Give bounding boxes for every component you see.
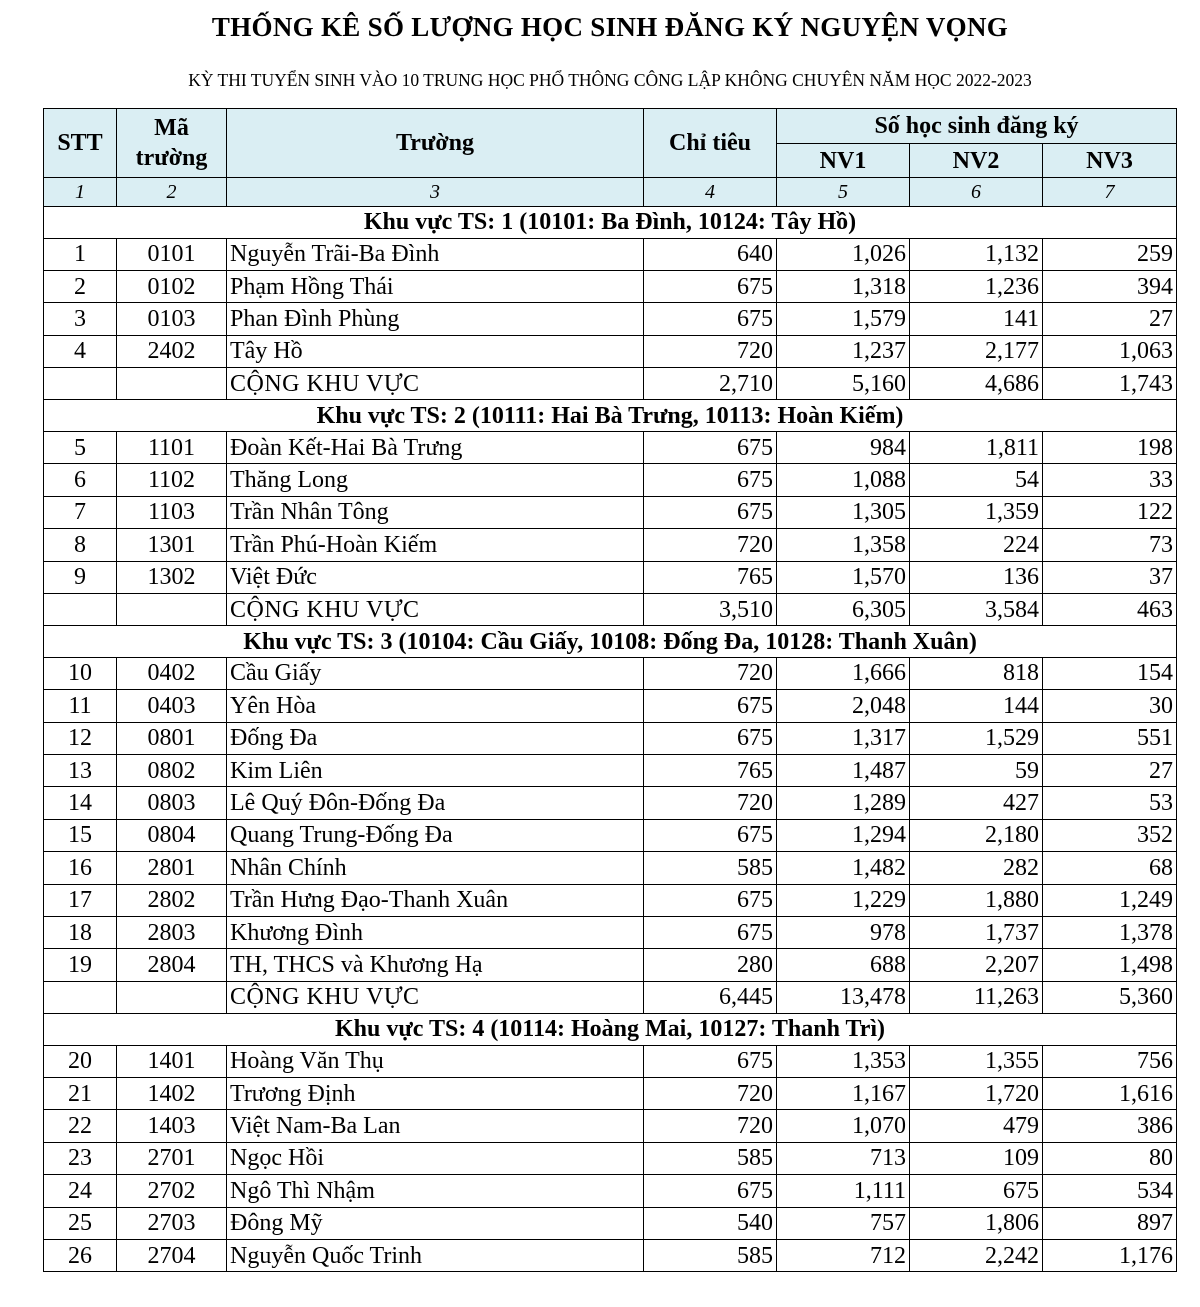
cell-truong: Ngọc Hồi	[227, 1142, 644, 1174]
cell-nv1: 688	[777, 949, 910, 981]
cell-nv2: 818	[910, 657, 1043, 689]
table-row	[44, 852, 1177, 884]
cell-chi-tieu: 720	[644, 1077, 777, 1109]
cell-nv3: 154	[1043, 657, 1177, 689]
cell-nv3: 30	[1043, 690, 1177, 722]
cell-chi-tieu: 675	[644, 916, 777, 948]
cell-ma-truong: 2703	[117, 1207, 227, 1239]
cell-ma-truong: 0101	[117, 238, 227, 270]
cell-nv3: 122	[1043, 496, 1177, 528]
cell-chi-tieu: 585	[644, 1239, 777, 1271]
cell-chi-tieu: 765	[644, 754, 777, 786]
document-subtitle: KỲ THI TUYỂN SINH VÀO 10 TRUNG HỌC PHỔ THÔNG CÔNG LẬP KHÔNG CHUYÊN NĂM HỌC 2022-2023	[188, 70, 1032, 90]
table-row	[44, 819, 1177, 851]
cell-truong: Phạm Hồng Thái	[227, 270, 644, 302]
cell-stt: 1	[44, 238, 117, 270]
cell-stt: 3	[44, 303, 117, 335]
table-row	[44, 690, 1177, 722]
cell-ma-truong: 2802	[117, 884, 227, 916]
cell-stt: 22	[44, 1110, 117, 1142]
cell-nv1: 1,026	[777, 238, 910, 270]
cell-nv2: 109	[910, 1142, 1043, 1174]
cell-truong: Thăng Long	[227, 464, 644, 496]
table-row	[44, 561, 1177, 593]
cell-chi-tieu: 585	[644, 852, 777, 884]
cell-stt: 25	[44, 1207, 117, 1239]
cell-nv1: 1,318	[777, 270, 910, 302]
cell-nv2: 2,180	[910, 819, 1043, 851]
cell-nv1: 6,305	[777, 593, 910, 625]
cell-ma-truong	[117, 368, 227, 400]
cell-truong: Tây Hồ	[227, 335, 644, 367]
cell-stt: 15	[44, 819, 117, 851]
cell-truong: Việt Đức	[227, 561, 644, 593]
table-row	[44, 1110, 1177, 1142]
cell-nv2: 141	[910, 303, 1043, 335]
cell-nv1: 1,289	[777, 787, 910, 819]
cell-nv1: 1,570	[777, 561, 910, 593]
total-row	[44, 593, 1177, 625]
cell-chi-tieu: 675	[644, 496, 777, 528]
cell-truong: Nguyễn Quốc Trinh	[227, 1239, 644, 1271]
col-index: 7	[1043, 178, 1177, 207]
cell-ma-truong: 1402	[117, 1077, 227, 1109]
col-index: 5	[777, 178, 910, 207]
cell-nv2: 2,207	[910, 949, 1043, 981]
cell-truong: Nhân Chính	[227, 852, 644, 884]
cell-ma-truong: 0804	[117, 819, 227, 851]
cell-nv3: 394	[1043, 270, 1177, 302]
cell-stt: 24	[44, 1175, 117, 1207]
cell-chi-tieu: 540	[644, 1207, 777, 1239]
cell-nv3: 352	[1043, 819, 1177, 851]
cell-truong: Phan Đình Phùng	[227, 303, 644, 335]
cell-stt: 13	[44, 754, 117, 786]
cell-truong: Trương Định	[227, 1077, 644, 1109]
region-label: Khu vực TS: 4 (10114: Hoàng Mai, 10127: Thanh Trì)	[44, 1014, 1177, 1046]
cell-nv3: 5,360	[1043, 981, 1177, 1013]
cell-truong: Ngô Thì Nhậm	[227, 1175, 644, 1207]
cell-chi-tieu: 675	[644, 270, 777, 302]
cell-nv1: 1,167	[777, 1077, 910, 1109]
cell-nv2: 59	[910, 754, 1043, 786]
cell-ma-truong: 1102	[117, 464, 227, 496]
cell-nv1: 713	[777, 1142, 910, 1174]
table-row	[44, 1142, 1177, 1174]
cell-chi-tieu: 675	[644, 1045, 777, 1077]
cell-nv3: 1,378	[1043, 916, 1177, 948]
cell-nv1: 757	[777, 1207, 910, 1239]
cell-chi-tieu: 675	[644, 690, 777, 722]
cell-truong: TH, THCS và Khương Hạ	[227, 949, 644, 981]
cell-stt: 11	[44, 690, 117, 722]
header-chi-tieu: Chỉ tiêu	[644, 109, 777, 178]
col-index: 3	[227, 178, 644, 207]
region-row	[44, 400, 1177, 432]
cell-truong: Kim Liên	[227, 754, 644, 786]
cell-ma-truong: 1401	[117, 1045, 227, 1077]
cell-nv1: 1,579	[777, 303, 910, 335]
cell-nv2: 144	[910, 690, 1043, 722]
cell-stt: 4	[44, 335, 117, 367]
cell-stt: 17	[44, 884, 117, 916]
col-index: 1	[44, 178, 117, 207]
cell-ma-truong: 0102	[117, 270, 227, 302]
header-truong: Trường	[227, 109, 644, 178]
total-row	[44, 368, 1177, 400]
cell-nv2: 11,263	[910, 981, 1043, 1013]
cell-nv1: 1,482	[777, 852, 910, 884]
cell-nv3: 756	[1043, 1045, 1177, 1077]
cell-nv3: 27	[1043, 303, 1177, 335]
region-row	[44, 207, 1177, 239]
cell-nv3: 534	[1043, 1175, 1177, 1207]
cell-nv2: 282	[910, 852, 1043, 884]
cell-ma-truong	[117, 981, 227, 1013]
cell-chi-tieu: 640	[644, 238, 777, 270]
cell-stt: 23	[44, 1142, 117, 1174]
cell-nv2: 479	[910, 1110, 1043, 1142]
cell-chi-tieu: 720	[644, 657, 777, 689]
cell-chi-tieu: 720	[644, 529, 777, 561]
cell-nv2: 1,720	[910, 1077, 1043, 1109]
cell-nv1: 712	[777, 1239, 910, 1271]
cell-truong: Việt Nam-Ba Lan	[227, 1110, 644, 1142]
table-header	[44, 109, 1177, 207]
cell-truong: Hoàng Văn Thụ	[227, 1045, 644, 1077]
cell-stt: 6	[44, 464, 117, 496]
cell-nv1: 1,237	[777, 335, 910, 367]
document-title: THỐNG KÊ SỐ LƯỢNG HỌC SINH ĐĂNG KÝ NGUYỆN VỌNG	[211, 12, 1009, 42]
cell-stt: 7	[44, 496, 117, 528]
cell-nv3: 1,743	[1043, 368, 1177, 400]
cell-nv2: 675	[910, 1175, 1043, 1207]
cell-nv3: 259	[1043, 238, 1177, 270]
cell-stt: 8	[44, 529, 117, 561]
cell-nv1: 978	[777, 916, 910, 948]
cell-chi-tieu: 3,510	[644, 593, 777, 625]
cell-ma-truong: 1302	[117, 561, 227, 593]
cell-nv2: 1,806	[910, 1207, 1043, 1239]
cell-ma-truong: 0403	[117, 690, 227, 722]
cell-truong: Trần Nhân Tông	[227, 496, 644, 528]
cell-nv3: 198	[1043, 431, 1177, 463]
table-body	[44, 207, 1177, 1272]
cell-chi-tieu: 6,445	[644, 981, 777, 1013]
region-row	[44, 626, 1177, 658]
cell-nv3: 73	[1043, 529, 1177, 561]
cell-ma-truong: 1101	[117, 431, 227, 463]
cell-nv3: 53	[1043, 787, 1177, 819]
table-row	[44, 1207, 1177, 1239]
header-stt: STT	[44, 109, 117, 178]
cell-chi-tieu: 675	[644, 303, 777, 335]
cell-nv2: 136	[910, 561, 1043, 593]
table-row	[44, 949, 1177, 981]
cell-nv1: 1,088	[777, 464, 910, 496]
cell-stt: 14	[44, 787, 117, 819]
cell-chi-tieu: 675	[644, 431, 777, 463]
table-row	[44, 464, 1177, 496]
cell-nv3: 1,063	[1043, 335, 1177, 367]
cell-ma-truong: 2801	[117, 852, 227, 884]
cell-nv2: 224	[910, 529, 1043, 561]
col-index: 2	[117, 178, 227, 207]
cell-ma-truong: 0402	[117, 657, 227, 689]
cell-stt: 2	[44, 270, 117, 302]
cell-nv3: 897	[1043, 1207, 1177, 1239]
cell-stt: 18	[44, 916, 117, 948]
cell-nv3: 1,176	[1043, 1239, 1177, 1271]
header-nv3: NV3	[1043, 144, 1177, 178]
cell-chi-tieu: 720	[644, 787, 777, 819]
cell-stt: 19	[44, 949, 117, 981]
cell-nv1: 5,160	[777, 368, 910, 400]
cell-ma-truong: 2702	[117, 1175, 227, 1207]
cell-truong: Yên Hòa	[227, 690, 644, 722]
cell-truong: Cầu Giấy	[227, 657, 644, 689]
table-row	[44, 335, 1177, 367]
cell-chi-tieu: 675	[644, 722, 777, 754]
cell-nv3: 551	[1043, 722, 1177, 754]
cell-nv2: 1,529	[910, 722, 1043, 754]
cell-truong: Trần Phú-Hoàn Kiếm	[227, 529, 644, 561]
col-index: 6	[910, 178, 1043, 207]
cell-truong: CỘNG KHU VỰC	[227, 368, 644, 400]
cell-truong: Lê Quý Đôn-Đống Đa	[227, 787, 644, 819]
table-row	[44, 1239, 1177, 1271]
cell-nv3: 1,616	[1043, 1077, 1177, 1109]
cell-nv1: 1,358	[777, 529, 910, 561]
header-so-hoc-sinh: Số học sinh đăng ký	[777, 109, 1177, 144]
cell-chi-tieu: 280	[644, 949, 777, 981]
table-row	[44, 1175, 1177, 1207]
cell-nv3: 80	[1043, 1142, 1177, 1174]
cell-stt: 26	[44, 1239, 117, 1271]
table-row	[44, 431, 1177, 463]
cell-nv1: 1,353	[777, 1045, 910, 1077]
table-row	[44, 1045, 1177, 1077]
table-row	[44, 722, 1177, 754]
cell-nv1: 1,487	[777, 754, 910, 786]
cell-truong: Trần Hưng Đạo-Thanh Xuân	[227, 884, 644, 916]
cell-chi-tieu: 720	[644, 1110, 777, 1142]
cell-nv2: 1,359	[910, 496, 1043, 528]
cell-stt: 20	[44, 1045, 117, 1077]
cell-truong: Đông Mỹ	[227, 1207, 644, 1239]
cell-nv1: 13,478	[777, 981, 910, 1013]
cell-truong: Đoàn Kết-Hai Bà Trưng	[227, 431, 644, 463]
cell-nv3: 68	[1043, 852, 1177, 884]
header-nv1: NV1	[777, 144, 910, 178]
cell-chi-tieu: 675	[644, 464, 777, 496]
cell-ma-truong: 0801	[117, 722, 227, 754]
cell-nv3: 33	[1043, 464, 1177, 496]
cell-nv2: 3,584	[910, 593, 1043, 625]
cell-chi-tieu: 585	[644, 1142, 777, 1174]
table-row	[44, 529, 1177, 561]
cell-stt: 21	[44, 1077, 117, 1109]
cell-nv2: 1,737	[910, 916, 1043, 948]
cell-nv1: 1,666	[777, 657, 910, 689]
cell-nv2: 1,811	[910, 431, 1043, 463]
region-label: Khu vực TS: 1 (10101: Ba Đình, 10124: Tây Hồ)	[44, 207, 1177, 239]
cell-nv2: 4,686	[910, 368, 1043, 400]
cell-ma-truong: 0803	[117, 787, 227, 819]
cell-nv2: 1,236	[910, 270, 1043, 302]
cell-stt: 10	[44, 657, 117, 689]
table-row	[44, 238, 1177, 270]
cell-stt	[44, 981, 117, 1013]
cell-nv1: 1,070	[777, 1110, 910, 1142]
cell-nv2: 2,242	[910, 1239, 1043, 1271]
cell-chi-tieu: 675	[644, 819, 777, 851]
cell-nv3: 37	[1043, 561, 1177, 593]
cell-ma-truong: 0802	[117, 754, 227, 786]
table-row	[44, 1077, 1177, 1109]
cell-nv2: 1,880	[910, 884, 1043, 916]
table-row	[44, 916, 1177, 948]
cell-nv3: 27	[1043, 754, 1177, 786]
cell-chi-tieu: 675	[644, 884, 777, 916]
cell-nv2: 54	[910, 464, 1043, 496]
cell-nv1: 984	[777, 431, 910, 463]
cell-stt: 9	[44, 561, 117, 593]
cell-stt	[44, 368, 117, 400]
cell-truong: Nguyễn Trãi-Ba Đình	[227, 238, 644, 270]
cell-ma-truong	[117, 593, 227, 625]
cell-chi-tieu: 2,710	[644, 368, 777, 400]
cell-truong: CỘNG KHU VỰC	[227, 593, 644, 625]
cell-nv1: 1,317	[777, 722, 910, 754]
total-row	[44, 981, 1177, 1013]
cell-ma-truong: 2804	[117, 949, 227, 981]
cell-ma-truong: 1103	[117, 496, 227, 528]
table-row	[44, 657, 1177, 689]
cell-nv1: 1,294	[777, 819, 910, 851]
cell-nv1: 2,048	[777, 690, 910, 722]
cell-nv3: 1,498	[1043, 949, 1177, 981]
table-row	[44, 303, 1177, 335]
cell-nv2: 427	[910, 787, 1043, 819]
cell-ma-truong: 1301	[117, 529, 227, 561]
header-nv2: NV2	[910, 144, 1043, 178]
cell-nv1: 1,229	[777, 884, 910, 916]
region-label: Khu vực TS: 2 (10111: Hai Bà Trưng, 10113: Hoàn Kiếm)	[44, 400, 1177, 432]
cell-stt: 12	[44, 722, 117, 754]
cell-nv2: 1,355	[910, 1045, 1043, 1077]
cell-chi-tieu: 675	[644, 1175, 777, 1207]
table-row	[44, 754, 1177, 786]
cell-truong: CỘNG KHU VỰC	[227, 981, 644, 1013]
table-row	[44, 787, 1177, 819]
cell-ma-truong: 2704	[117, 1239, 227, 1271]
cell-chi-tieu: 765	[644, 561, 777, 593]
cell-nv3: 386	[1043, 1110, 1177, 1142]
table-row	[44, 496, 1177, 528]
cell-nv1: 1,305	[777, 496, 910, 528]
table-row	[44, 270, 1177, 302]
cell-stt	[44, 593, 117, 625]
cell-ma-truong: 0103	[117, 303, 227, 335]
cell-nv2: 2,177	[910, 335, 1043, 367]
cell-nv2: 1,132	[910, 238, 1043, 270]
header-ma-truong: Mã trường	[117, 109, 227, 178]
cell-truong: Khương Đình	[227, 916, 644, 948]
registration-table	[43, 108, 1177, 1272]
cell-truong: Đống Đa	[227, 722, 644, 754]
cell-stt: 5	[44, 431, 117, 463]
table-row	[44, 884, 1177, 916]
region-row	[44, 1014, 1177, 1046]
cell-ma-truong: 2803	[117, 916, 227, 948]
cell-chi-tieu: 720	[644, 335, 777, 367]
cell-ma-truong: 2701	[117, 1142, 227, 1174]
cell-nv1: 1,111	[777, 1175, 910, 1207]
region-label: Khu vực TS: 3 (10104: Cầu Giấy, 10108: Đống Đa, 10128: Thanh Xuân)	[44, 626, 1177, 658]
cell-truong: Quang Trung-Đống Đa	[227, 819, 644, 851]
cell-ma-truong: 1403	[117, 1110, 227, 1142]
col-index: 4	[644, 178, 777, 207]
cell-nv3: 1,249	[1043, 884, 1177, 916]
cell-ma-truong: 2402	[117, 335, 227, 367]
cell-nv3: 463	[1043, 593, 1177, 625]
cell-stt: 16	[44, 852, 117, 884]
